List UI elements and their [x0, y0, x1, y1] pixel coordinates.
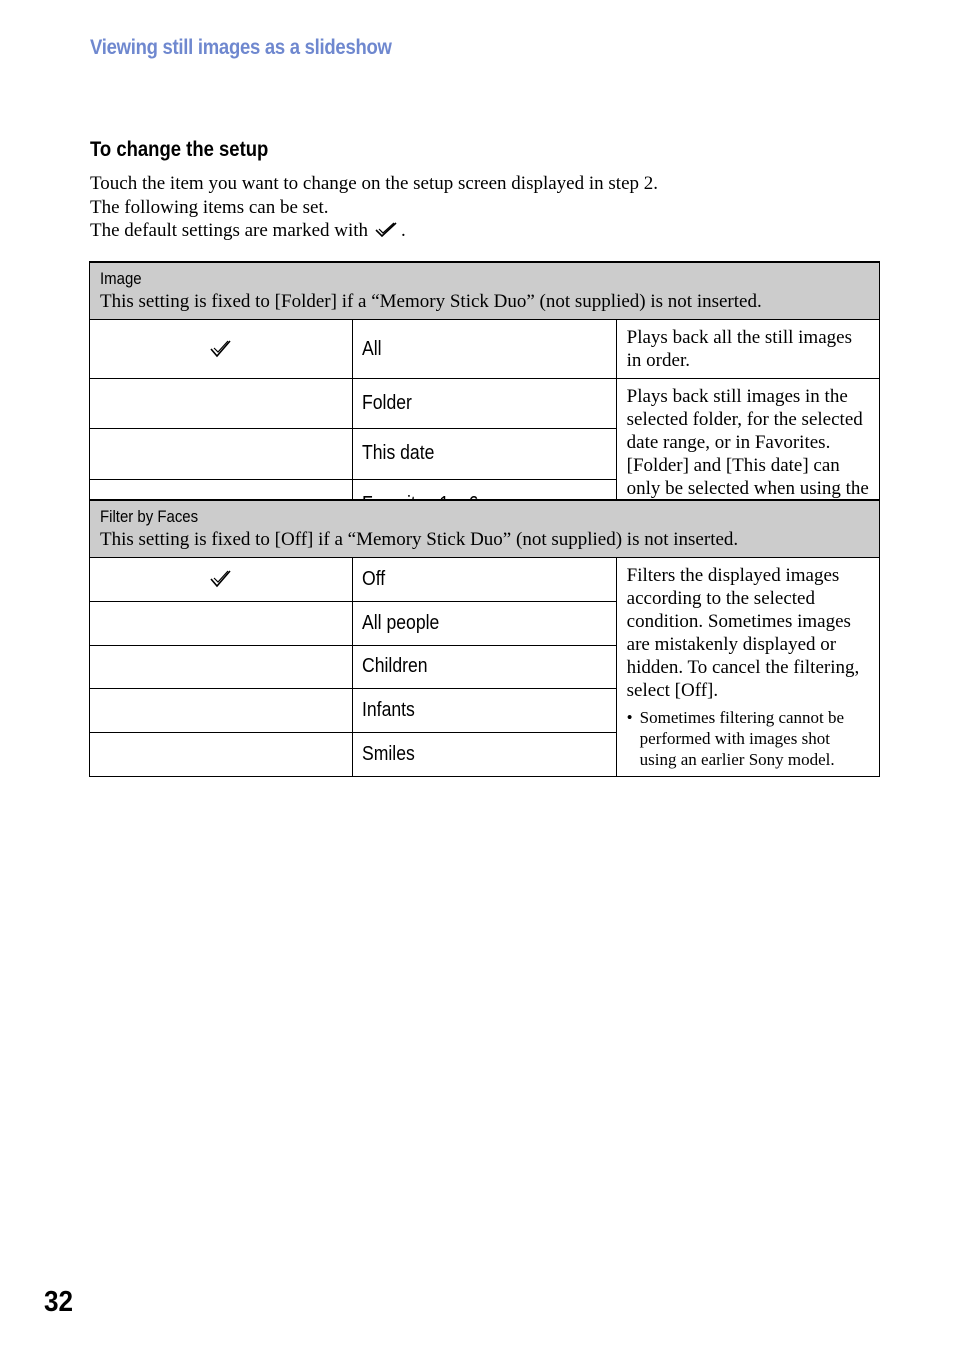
- default-mark-cell: [90, 733, 353, 777]
- default-mark-cell: [90, 645, 353, 689]
- setup-intro: [90, 172, 658, 243]
- faces-setting-table: [89, 499, 880, 777]
- checkmark-icon: [209, 339, 233, 359]
- default-mark-cell: [90, 601, 353, 645]
- default-mark-cell: [90, 689, 353, 733]
- intro-line-3: [90, 219, 658, 243]
- intro-line-3-end: .: [401, 220, 406, 241]
- faces-setting-note: This setting is fixed to [Off] if a “Memory Stick Duo” (not supplied) is not inserted.: [100, 529, 739, 550]
- table-row: [90, 320, 880, 379]
- image-setting-name: Image: [100, 269, 142, 288]
- faces-note: [627, 707, 869, 770]
- image-table-header: [90, 262, 880, 320]
- default-mark-cell: [90, 429, 353, 479]
- option-folder: Folder: [353, 379, 616, 429]
- option-this-date: This date: [353, 429, 616, 479]
- checkmark-icon: [374, 221, 400, 239]
- image-setting-note: This setting is fixed to [Folder] if a “Memory Stick Duo” (not supplied) is not inserted.: [100, 291, 762, 312]
- faces-description: Filters the displayed images according to the selected condition. Sometimes images are mistakenly displayed or hidden. To cancel the filtering, select [Off].: [626, 565, 860, 701]
- faces-setting-name: Filter by Faces: [100, 507, 199, 526]
- bullet-dot: •: [626, 708, 633, 727]
- intro-line-1: Touch the item you want to change on the setup screen displayed in step 2.: [90, 173, 658, 194]
- image-setting-table: [89, 261, 880, 530]
- option-off: Off: [353, 558, 616, 602]
- default-mark-cell: [90, 558, 353, 602]
- intro-line-2: The following items can be set.: [90, 196, 329, 218]
- page-number: 32: [44, 1286, 74, 1318]
- setup-heading: To change the setup: [90, 138, 269, 161]
- table-row: [90, 558, 880, 602]
- table-row: [90, 379, 880, 429]
- option-children: Children: [353, 645, 616, 689]
- option-description: Plays back still images in the selected folder, for the selected date range, or in Favorites. [Folder] and [This date] can only be selected when using the: [616, 379, 879, 530]
- option-description: [616, 558, 879, 777]
- checkmark-icon: [209, 569, 233, 589]
- option-description: Plays back all the still images in order.: [616, 320, 879, 379]
- option-all-people: All people: [353, 601, 616, 645]
- section-title: Viewing still images as a slideshow: [90, 36, 392, 59]
- faces-table-header: [90, 500, 880, 558]
- option-all: All: [353, 320, 616, 379]
- faces-note-text: Sometimes filtering cannot be performed with images shot using an earlier Sony model.: [639, 708, 845, 769]
- option-infants: Infants: [353, 689, 616, 733]
- default-mark-cell: [90, 320, 353, 379]
- option-smiles: Smiles: [353, 733, 616, 777]
- default-mark-cell: [90, 379, 353, 429]
- intro-line-3-text: The default settings are marked with: [90, 220, 369, 241]
